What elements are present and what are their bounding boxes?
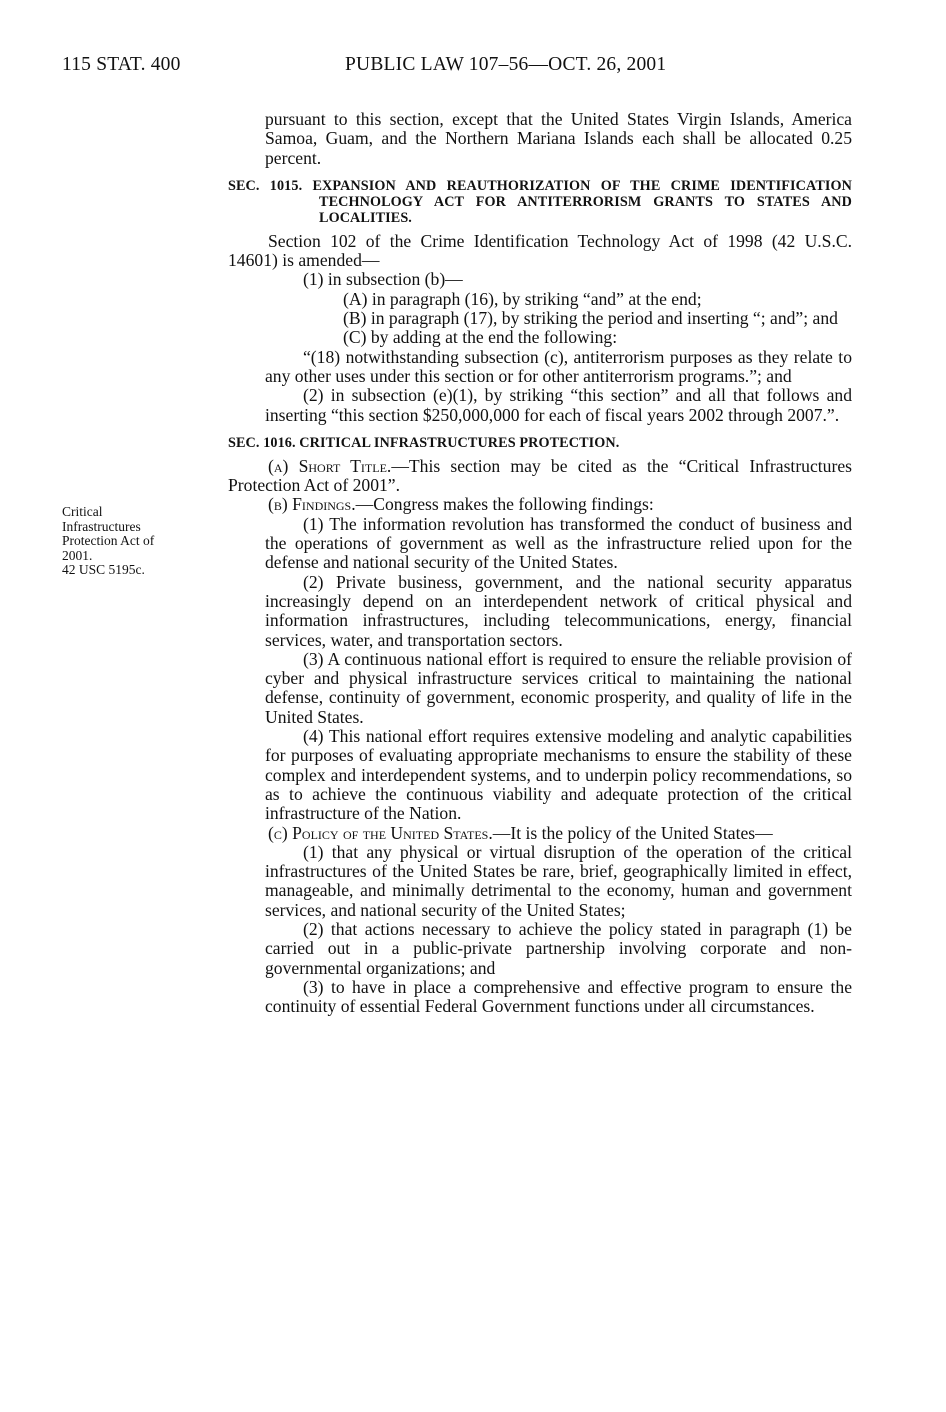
amendment-item: (1) in subsection (b)— [303,269,463,290]
subsection-c-text: —It is the policy of the United States— [492,822,773,843]
subsection-b-label: (b) Findings. [268,494,356,515]
amendment-item: (2) in subsection (e)(1), by striking “this section” and all that follows and inserting “this section $250,000,000 for each of fiscal years 2002 through 2007.”. [265,385,852,425]
subsection-a-label: (a) Short Title. [268,455,392,476]
inserted-quote: “(18) notwithstanding subsection (c), antiterrorism purposes as they relate to any other uses under this section or for other antiterrorism programs.”; and [265,346,852,386]
subsection-c-label: (c) Policy of the United States. [268,822,493,843]
margin-note [62,505,222,578]
subsection-a-text: —This section may be cited as the “Critical Infrastructures Protection Act of 2001”. [228,455,852,496]
finding-paragraph: (3) A continuous national effort is required to ensure the reliable provision of cyber and physical infrastructure services critical to maintaining the national defense, continuity of government, economic prosperity, and quality of life in the United States. [265,648,852,727]
margin-note-citation: 42 USC 5195c. [62,562,145,577]
section-1015-heading: SEC. 1015. EXPANSION AND REAUTHORIZATION OF THE CRIME IDENTIFICATION TECHNOLOGY ACT FOR ANTITERRORISM GRANTS TO STATES AND LOCALITIES. [228,177,852,226]
running-head: PUBLIC LAW 107–56—OCT. 26, 2001 [345,54,667,75]
section-1016-heading: SEC. 1016. CRITICAL INFRASTRUCTURES PROTECTION. [228,434,620,451]
subsection-a [228,457,852,496]
subsection-b-text: —Congress makes the following findings: [355,494,654,515]
subsection-c [228,824,852,843]
carryover-paragraph: pursuant to this section, except that the United States Virgin Islands, America Samoa, Guam, and the Northern Mariana Islands each shall be allocated 0.25 percent. [265,109,852,168]
section-1015-intro: Section 102 of the Crime Identification Technology Act of 1998 (42 U.S.C. 14601) is amended— [228,230,852,271]
policy-paragraph: (2) that actions necessary to achieve the policy stated in paragraph (1) be carried out in a public-private partnership involving corporate and non-governmental organizations; and [265,918,852,978]
finding-paragraph: (1) The information revolution has transformed the conduct of business and the operations of government as well as the infrastructure relied upon for the defense and national security of the United States. [265,513,852,573]
finding-paragraph: (2) Private business, government, and the national security apparatus increasingly depend on an interdependent network of critical physical and information infrastructures, including telecommunications, energy, financial services, water, and transportation sectors. [265,571,852,650]
subsection-b [228,495,852,514]
amendment-subitem: (A) in paragraph (16), by striking “and” at the end; [343,288,702,309]
amendment-subitem: (B) in paragraph (17), by striking the period and inserting “; and”; and [343,308,838,329]
margin-note-title-line: 2001. [62,547,93,563]
page-body [228,110,852,1016]
amendment-subitem: (C) by adding at the end the following: [343,327,618,348]
margin-note-title-line: Infrastructures [62,518,141,534]
folio: 115 STAT. 400 [62,54,181,75]
margin-note-title-line: Protection Act of [62,533,155,548]
finding-paragraph: (4) This national effort requires extensive modeling and analytic capabilities for purposes of evaluating appropriate mechanisms to ensure the stability of these complex and interdependent systems, and to underpin policy recommendations, so as to achieve the continuous viability and adequate protection of the critical infrastructure of the Nation. [265,726,852,824]
margin-note-title-line: Critical [62,504,103,519]
policy-paragraph: (3) to have in place a comprehensive and effective program to ensure the continuity of essential Federal Government functions under all circumstances. [265,976,852,1017]
policy-paragraph: (1) that any physical or virtual disruption of the operation of the critical infrastructures of the United States be rare, brief, geographically limited in effect, manageable, and minimally detrimental to the economy, human and government services, and national security of the United States; [265,841,852,920]
